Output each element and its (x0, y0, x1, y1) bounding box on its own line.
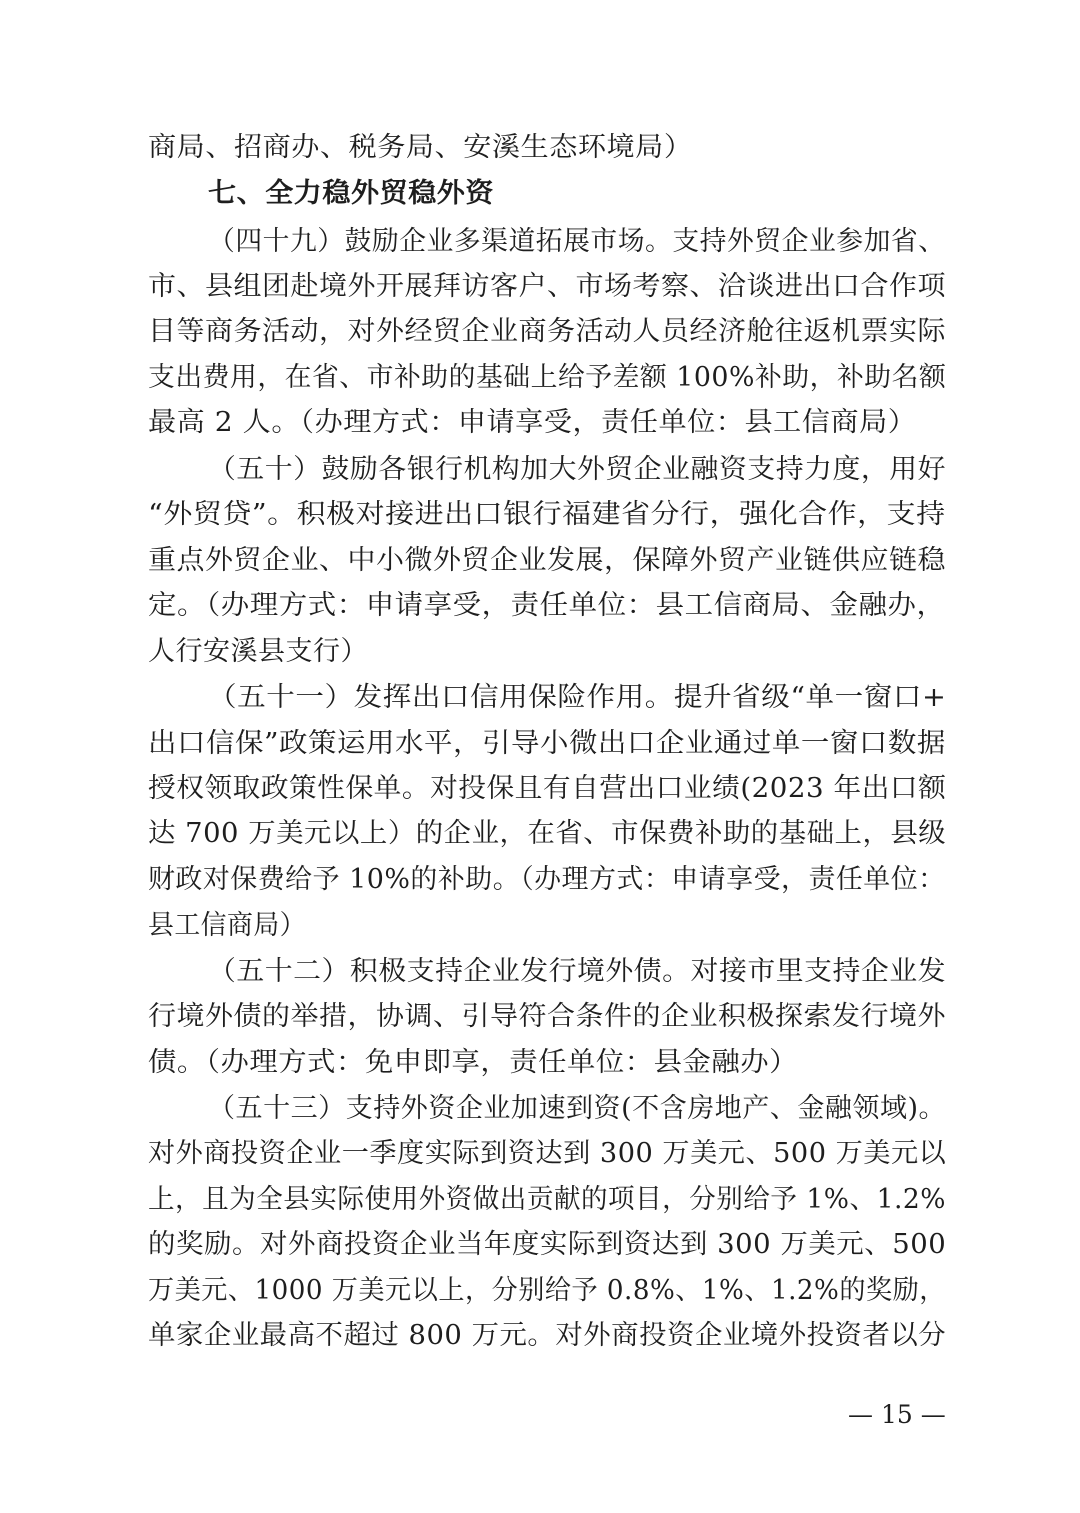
paragraph-line: 上，且为全县实际使用外资做出贡献的项目，分别给予 1%、1.2% (148, 1184, 947, 1215)
paragraph-line: 出口信保”政策运用水平，引导小微出口企业通过单一窗口数据 (148, 728, 946, 759)
paragraph-line: 人行安溪县支行） (148, 636, 368, 667)
paragraph-line: 万美元、1000 万美元以上，分别给予 0.8%、1%、1.2%的奖励， (148, 1275, 946, 1306)
text-line: 商局、招商办、税务局、安溪生态环境局） (148, 132, 693, 163)
paragraph-line: 单家企业最高不超过 800 万元。对外商投资企业境外投资者以分 (148, 1320, 947, 1351)
paragraph-line: 最高 2 人。（办理方式：申请享受，责任单位：县工信商局） (148, 407, 917, 438)
paragraph-line: 的奖励。对外商投资企业当年度实际到资达到 300 万美元、500 (148, 1229, 947, 1260)
page-number: — 15 — (848, 1400, 946, 1429)
paragraph-line: “外贸贷”。积极对接进出口银行福建省分行，强化合作，支持 (148, 499, 946, 530)
paragraph-line: （四十九）鼓励企业多渠道拓展市场。支持外贸企业参加省、 (208, 226, 946, 257)
paragraph-line: 达 700 万美元以上）的企业，在省、市保费补助的基础上，县级 (148, 818, 947, 849)
paragraph-line: 对外商投资企业一季度实际到资达到 300 万美元、500 万美元以 (148, 1138, 947, 1169)
paragraph-line: 债。（办理方式：免申即享，责任单位：县金融办） (148, 1047, 799, 1078)
section-heading: 七、全力稳外贸稳外资 (208, 178, 494, 209)
paragraph-line: （五十）鼓励各银行机构加大外贸企业融资支持力度，用好 (208, 454, 947, 485)
paragraph-line: 授权领取政策性保单。对投保且有自营出口业绩(2023 年出口额 (148, 773, 947, 804)
paragraph-line: 定。（办理方式：申请享受，责任单位：县工信商局、金融办， (148, 590, 946, 621)
paragraph-line: 县工信商局） (148, 910, 307, 941)
paragraph-line: 目等商务活动，对外经贸企业商务活动人员经济舱往返机票实际 (148, 316, 947, 347)
paragraph-line: 财政对保费给予 10%的补助。（办理方式：申请享受，责任单位： (148, 864, 946, 895)
paragraph-line: （五十一）发挥出口信用保险作用。提升省级“单一窗口+ (208, 682, 947, 713)
paragraph-line: 重点外贸企业、中小微外贸企业发展，保障外贸产业链供应链稳 (148, 545, 947, 576)
paragraph-line: （五十三）支持外资企业加速到资(不含房地产、金融领域)。 (208, 1093, 947, 1124)
paragraph-line: （五十二）积极支持企业发行境外债。对接市里支持企业发 (208, 956, 947, 987)
paragraph-line: 行境外债的举措，协调、引导符合条件的企业积极探索发行境外 (148, 1001, 947, 1032)
paragraph-line: 市、县组团赴境外开展拜访客户、市场考察、洽谈进出口合作项 (148, 271, 947, 302)
paragraph-line: 支出费用，在省、市补助的基础上给予差额 100%补助，补助名额 (148, 362, 947, 393)
